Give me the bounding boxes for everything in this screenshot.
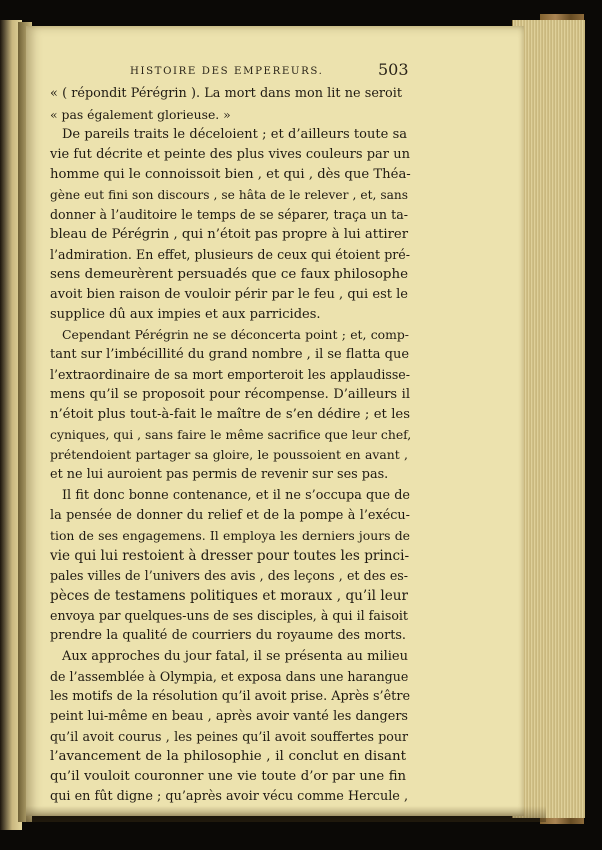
text-line: homme qui le connoissoit bien , et qui , dès que Théa- [50,167,411,182]
text-line: sens demeurèrent persuadés que ce faux philosophe [50,267,408,282]
text-line: tion de ses engagemens. Il employa les derniers jours de [50,528,410,543]
text-line: « pas également glorieuse. » [50,107,231,122]
text-line: Il fit donc bonne contenance, et il ne s’occupa que de [62,488,410,503]
text-line: cyniques, qui , sans faire le même sacrifice que leur chef, [50,427,412,442]
text-line: qu’il avoit courus , les peines qu’il avoit souffertes pour [50,729,408,744]
text-line: de l’assemblée à Olympia, et exposa dans une harangue [50,669,409,684]
text-line: l’avancement de la philosophie , il conclut en disant [50,749,406,764]
text-line: n’étoit plus tout-à-fait le maître de s’en dédire ; et les [50,407,410,422]
text-line: prendre la qualité de courriers du royaume des morts. [50,628,406,643]
text-line: vie qui lui restoient à dresser pour toutes les princi- [50,548,410,564]
text-line: Cependant Pérégrin ne se déconcerta point ; et, comp- [62,327,409,342]
running-head: HISTOIRE DES EMPEREURS. [130,66,324,77]
text-line: supplice dû aux impies et aux parricides. [50,307,321,322]
text-line: gène eut fini son discours , se hâta de le relever , et, sans [50,188,408,202]
page-number: 503 [378,60,409,79]
text-line: donner à l’auditoire le temps de se séparer, traça un ta- [50,207,408,222]
text-line: pales villes de l’univers des avis , des leçons , et des es- [50,568,408,583]
text-line: l’admiration. En effet, plusieurs de ceux qui étoient pré- [50,247,410,262]
page-bottom-shadow [26,806,546,822]
text-line: Aux approches du jour fatal, il se présenta au milieu [62,649,408,664]
text-line: les motifs de la résolution qu’il avoit prise. Après s’être [50,689,411,704]
text-line: envoya par quelques-uns de ses disciples, à qui il faisoit [50,608,408,623]
text-line: et ne lui auroient pas permis de revenir sur ses pas. [50,467,389,482]
text-line: pèces de testamens politiques et moraux , qu’il leur [50,588,408,604]
text-line: bleau de Pérégrin , qui n’étoit pas propre à lui attirer [50,227,408,242]
text-line: avoit bien raison de vouloir périr par le feu , qui est le [50,287,408,302]
text-line: la pensée de donner du relief et de la pompe à l’exécu- [50,508,410,523]
text-line: tant sur l’imbécillité du grand nombre , il se flatta que [50,347,410,362]
text-line: prétendoient partager sa gloire, le poussoient en avant , [50,447,408,462]
text-line: De pareils traits le déceloient ; et d’ailleurs toute sa [62,127,407,142]
text-line: qu’il vouloit couronner une vie toute d’or par une fin [50,769,406,784]
text-line: peint lui-même en beau , après avoir vanté les dangers [50,709,408,724]
text-line: « ( répondit Pérégrin ). La mort dans mon lit ne seroit [50,86,402,101]
text-line: mens qu’il se proposoit pour récompense. D’ailleurs il [50,387,410,402]
text-line: qui en fût digne ; qu’après avoir vécu comme Hercule , [50,789,409,804]
text-line: l’extraordinaire de sa mort emporteroit les applaudisse- [50,367,410,382]
text-line: vie fut décrite et peinte des plus vives couleurs par un [50,147,410,162]
page-header [52,60,409,82]
